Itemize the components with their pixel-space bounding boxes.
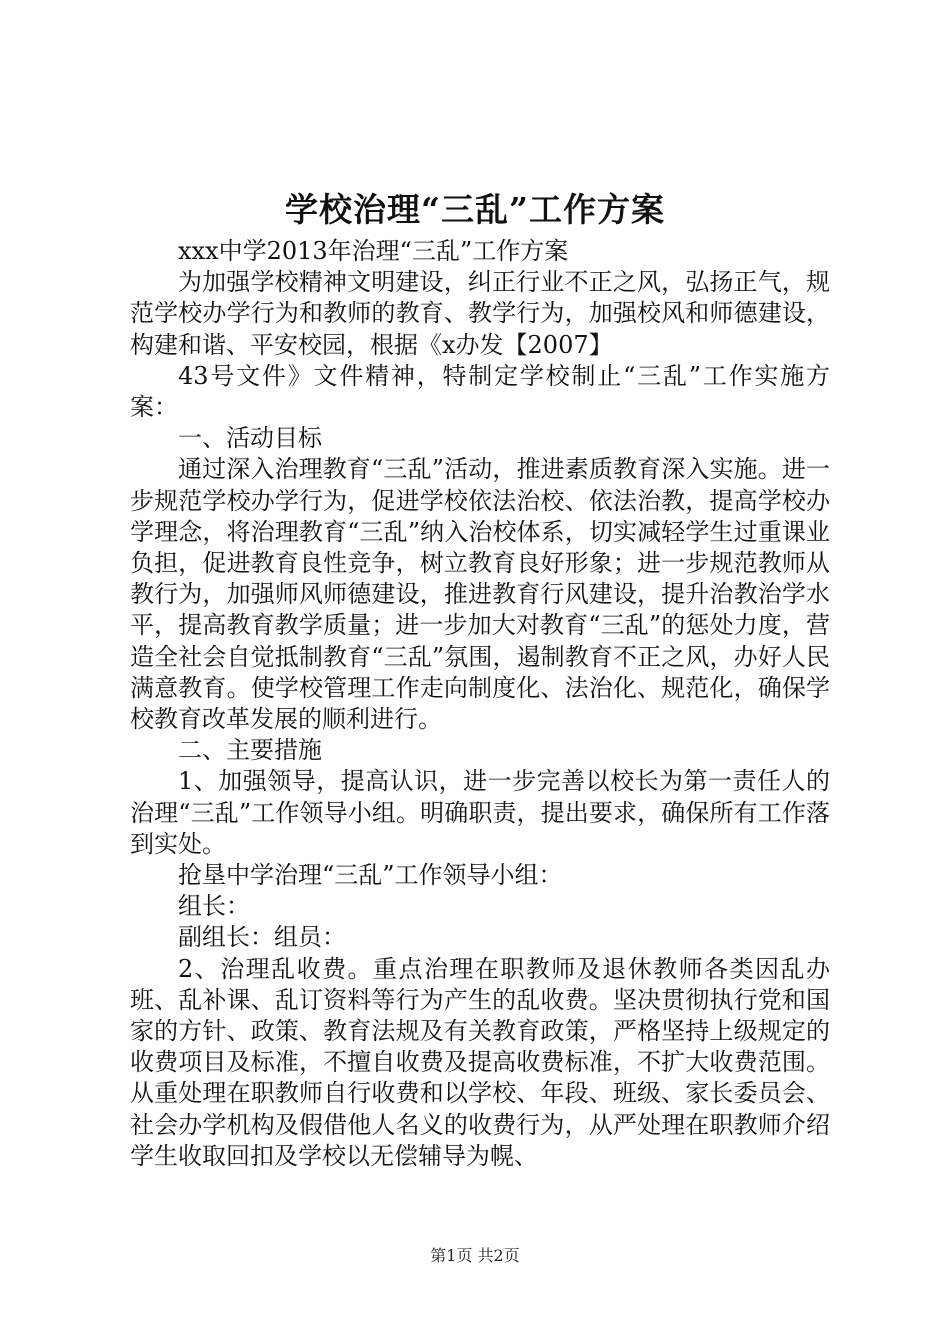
paragraph-group-leader: 组长： bbox=[178, 892, 250, 921]
paragraph-measure-1: 1、加强领导，提高认识，进一步完善以校长为第一责任人的治理“三乱”工作领导小组。明确职责，提出要求，确保所有工作落到实处。 bbox=[130, 767, 830, 858]
document-body bbox=[130, 236, 830, 1172]
paragraph-leadership-group: 抢垦中学治理“三乱”工作领导小组： bbox=[178, 861, 563, 890]
paragraph-subtitle: xxx中学2013年治理“三乱”工作方案 bbox=[178, 237, 569, 265]
paragraph-measure-2: 2、治理乱收费。重点治理在职教师及退休教师各类因乱办班、乱补课、乱订资料等行为产生的乱收费。坚决贯彻执行党和国家的方针、政策、教育法规及有关教育政策，严格坚持上级规定的收费项目及标准，不擅自收费及提高收费标准，不扩大收费范围。从重处理在职教师自行收费和以学校、年段、班级、家长委员会、社会办学机构及假借他人名义的收费行为，从严处理在职教师介绍学生收取回扣及学校以无偿辅导为幌、 bbox=[130, 954, 830, 1170]
section-heading-measures: 二、主要措施 bbox=[178, 736, 322, 765]
section-heading-goals: 一、活动目标 bbox=[178, 424, 322, 453]
paragraph-goals: 通过深入治理教育“三乱”活动，推进素质教育深入实施。进一步规范学校办学行为，促进学校依法治校、依法治教，提高学校办学理念，将治理教育“三乱”纳入治校体系，切实减轻学生过重课业负担，促进教育良性竞争，树立教育良好形象；进一步规范教师从教行为，加强师风师德建设，推进教育行风建设，提升治教治学水平，提高教育教学质量；进一步加大对教育“三乱”的惩处力度，营造全社会自觉抵制教育“三乱”氛围，遏制教育不正之风，办好人民满意教育。使学校管理工作走向制度化、法治化、规范化，确保学校教育改革发展的顺利进行。 bbox=[130, 455, 830, 734]
paragraph-intro: 为加强学校精神文明建设，纠正行业不正之风，弘扬正气，规范学校办学行为和教师的教育、教学行为，加强校风和师德建设，构建和谐、平安校园，根据《x办发【2007】 bbox=[130, 268, 830, 359]
document-title: 学校治理“三乱”工作方案 bbox=[285, 190, 665, 229]
paragraph-intro-continued: 43号文件》文件精神，特制定学校制止“三乱”工作实施方案： bbox=[130, 361, 830, 422]
page-footer: 第1页 共2页 bbox=[430, 1246, 520, 1265]
paragraph-group-members: 副组长：组员： bbox=[178, 923, 346, 952]
